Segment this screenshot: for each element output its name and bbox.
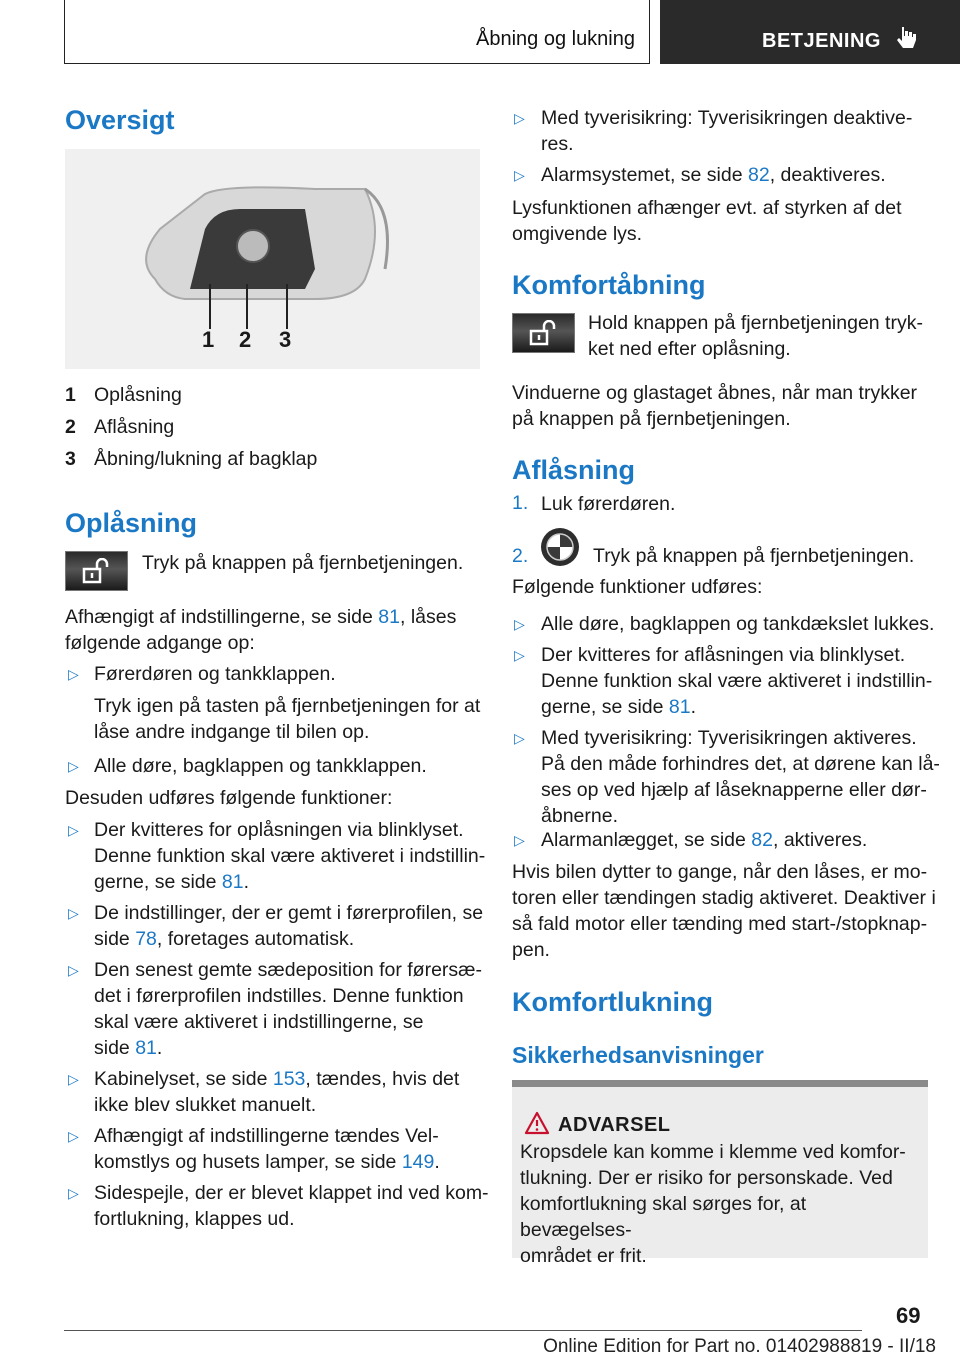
unlock-paragraph-1-line2: følgende adgange op:	[65, 632, 255, 654]
unlock-button-image	[65, 551, 128, 591]
page-link-81[interactable]: 81	[221, 871, 244, 893]
lock-theft-l2: På den måde forhindres det, at dørene kan lå‐	[541, 753, 940, 775]
legend-num-1: 1	[65, 384, 76, 406]
bullet-driver-door-sub2: låse andre indgange til bilen op.	[94, 721, 370, 743]
comfort-open-text-l2: på knappen på fjernbetjeningen.	[512, 408, 791, 430]
page-link-153[interactable]: 153	[272, 1068, 306, 1090]
bullet-triangle-icon: ▷	[68, 758, 79, 774]
bullet-triangle-icon: ▷	[68, 1071, 79, 1087]
step-1-text: Luk førerdøren.	[541, 493, 676, 515]
figure-label-2: 2	[239, 327, 252, 352]
func-seat-l3: skal være aktiveret i indstillingerne, se	[94, 1011, 424, 1033]
horn-note-l3: så fald motor eller tænding med start-/stopknap‐	[512, 913, 928, 935]
bullet-driver-door-sub1: Tryk igen på tasten på fjernbetjeningen for at	[94, 695, 481, 717]
header-section-box	[64, 0, 650, 64]
page-link-149[interactable]: 149	[401, 1151, 435, 1173]
lock-blink-l1: Der kvitteres for aflåsningen via blinklyset.	[541, 644, 906, 666]
header-chapter-title: BETJENING	[762, 30, 881, 52]
lock-theft-l4: åbnerne.	[541, 805, 618, 827]
func-blink-l1: Der kvitteres for oplåsningen via blinklyset.	[94, 819, 464, 841]
legend-text-1: Oplåsning	[94, 384, 182, 406]
bullet-triangle-icon: ▷	[68, 1185, 79, 1201]
func-cabin-light-l1: Kabinelyset, se side 153, tændes, hvis det	[94, 1068, 460, 1090]
page-link-81[interactable]: 81	[378, 606, 400, 628]
func-profile-l1: De indstillinger, der er gemt i førerprofilen, se	[94, 902, 484, 924]
func-welcome-light-l2: komstlys og husets lamper, se side 149.	[94, 1151, 440, 1173]
additional-functions-intro: Desuden udføres følgende funktioner:	[65, 787, 393, 809]
legend-num-3: 3	[65, 448, 76, 470]
bullet-triangle-icon: ▷	[68, 905, 79, 921]
lock-heading: Aflåsning	[512, 455, 636, 485]
bullet-triangle-icon: ▷	[68, 962, 79, 978]
warning-title: ADVARSEL	[558, 1114, 671, 1136]
lock-alarm: Alarmanlægget, se side 82, aktiveres.	[541, 829, 868, 851]
comfort-open-text-l1: Vinduerne og glastaget åbnes, når man trykker	[512, 382, 918, 404]
header-section-title: Åbning og lukning	[475, 28, 635, 50]
func-seat-l4: side 81.	[94, 1037, 163, 1059]
warning-box	[512, 1080, 928, 1267]
comfort-open-button-image	[512, 313, 575, 353]
comfort-open-instruction-l1: Hold knappen på fjernbetjeningen tryk‐	[588, 312, 923, 334]
func-blink-l3: gerne, se side 81.	[94, 871, 250, 893]
horn-note-l4: pen.	[512, 939, 550, 961]
figure-label-3: 3	[279, 327, 292, 352]
page-link-81[interactable]: 81	[668, 696, 691, 718]
unlock-icon	[81, 558, 113, 584]
lock-blink-l3: gerne, se side 81.	[541, 696, 697, 718]
bullet-triangle-icon: ▷	[68, 666, 79, 682]
overview-heading: Oversigt	[65, 105, 175, 135]
bullet-triangle-icon: ▷	[514, 647, 525, 663]
lock-theft-l3: ses op ved hjælp af låseknapperne eller dør‐	[541, 779, 927, 801]
step-2-text: Tryk på knappen på fjernbetjeningen.	[593, 545, 915, 567]
key-fob-illustration	[65, 149, 480, 369]
unlock-icon	[528, 320, 560, 346]
page-link-82[interactable]: 82	[751, 829, 773, 851]
lock-blink-l2: Denne funktion skal være aktiveret i indstillin‐	[541, 670, 933, 692]
page-link-81[interactable]: 81	[135, 1037, 157, 1059]
comfort-close-heading: Komfortlukning	[512, 987, 713, 1017]
alarm-deactivate: Alarmsystemet, se side 82, deaktiveres.	[541, 164, 886, 186]
step-number-2: 2.	[512, 545, 529, 567]
comfort-open-instruction-l2: ket ned efter oplåsning.	[588, 338, 791, 360]
func-blink-l2: Denne funktion skal være aktiveret i indstillin‐	[94, 845, 486, 867]
safety-subheading: Sikkerhedsanvisninger	[512, 1042, 764, 1068]
bullet-triangle-icon: ▷	[68, 822, 79, 838]
figure-label-1: 1	[202, 327, 215, 352]
lock-functions-intro: Følgende funktioner udføres:	[512, 576, 763, 598]
page-link-82[interactable]: 82	[747, 164, 770, 186]
warning-triangle-icon	[524, 1111, 550, 1135]
bmw-logo-button-icon	[540, 527, 580, 567]
bullet-triangle-icon: ▷	[514, 110, 525, 126]
func-seat-l2: det i førerprofilen indstilles. Denne funktion	[94, 985, 464, 1007]
theft-protection-l1: Med tyverisikring: Tyverisikringen deaktive‐	[541, 107, 913, 129]
bullet-triangle-icon: ▷	[514, 167, 525, 183]
key-fob-image	[65, 149, 480, 369]
func-seat-l1: Den senest gemte sædeposition for førersæ‐	[94, 959, 483, 981]
light-function-l1: Lysfunktionen afhænger evt. af styrken af det	[512, 197, 902, 219]
footer-divider	[64, 1330, 862, 1331]
comfort-open-heading: Komfortåbning	[512, 270, 706, 300]
func-profile-l2: side 78, foretages automatisk.	[94, 928, 355, 950]
light-function-l2: omgivende lys.	[512, 223, 643, 245]
unlock-paragraph-1: Afhængigt af indstillingerne, se side 81, låses	[65, 606, 457, 628]
bullet-all-doors: Alle døre, bagklappen og tankklappen.	[94, 755, 427, 777]
page-link-78[interactable]: 78	[135, 928, 157, 950]
horn-note-l2: toren eller tændingen stadig aktiveret. Deaktiver i	[512, 887, 936, 909]
bullet-triangle-icon: ▷	[514, 730, 525, 746]
hand-pointer-icon	[896, 25, 918, 53]
page-number: 69	[896, 1303, 921, 1328]
header-chapter-box	[660, 0, 960, 64]
unlock-heading: Oplåsning	[65, 508, 198, 538]
func-mirrors-l2: fortlukning, klappes ud.	[94, 1208, 295, 1230]
legend-text-3: Åbning/lukning af bagklap	[94, 448, 318, 470]
horn-note-l1: Hvis bilen dytter to gange, når den låses, er mo‐	[512, 861, 928, 883]
lock-all-doors: Alle døre, bagklappen og tankdækslet lukkes.	[541, 613, 935, 635]
unlock-instruction: Tryk på knappen på fjernbetjeningen.	[142, 552, 464, 574]
bullet-triangle-icon: ▷	[68, 1128, 79, 1144]
footer-edition: Online Edition for Part no. 01402988819 - II/18	[543, 1336, 936, 1357]
func-mirrors-l1: Sidespejle, der er blevet klappet ind ved kom‐	[94, 1182, 489, 1204]
func-welcome-light-l1: Afhængigt af indstillingerne tændes Vel‐	[94, 1125, 439, 1147]
func-cabin-light-l2: ikke blev slukket manuelt.	[94, 1094, 317, 1116]
step-number-1: 1.	[512, 492, 529, 514]
legend-text-2: Aflåsning	[94, 416, 175, 438]
bullet-driver-door: Førerdøren og tankklappen.	[94, 663, 336, 685]
theft-protection-l2: res.	[541, 133, 574, 155]
warning-text: Kropsdele kan komme i klemme ved komfor‐ tlukning. Der er risiko for personskade. Ved komfortlukning skal sørges for, at bevægelses‐ området er frit.	[520, 1141, 906, 1267]
legend-num-2: 2	[65, 416, 76, 438]
bullet-triangle-icon: ▷	[514, 832, 525, 848]
bullet-triangle-icon: ▷	[514, 616, 525, 632]
lock-theft-l1: Med tyverisikring: Tyverisikringen aktiveres.	[541, 727, 917, 749]
